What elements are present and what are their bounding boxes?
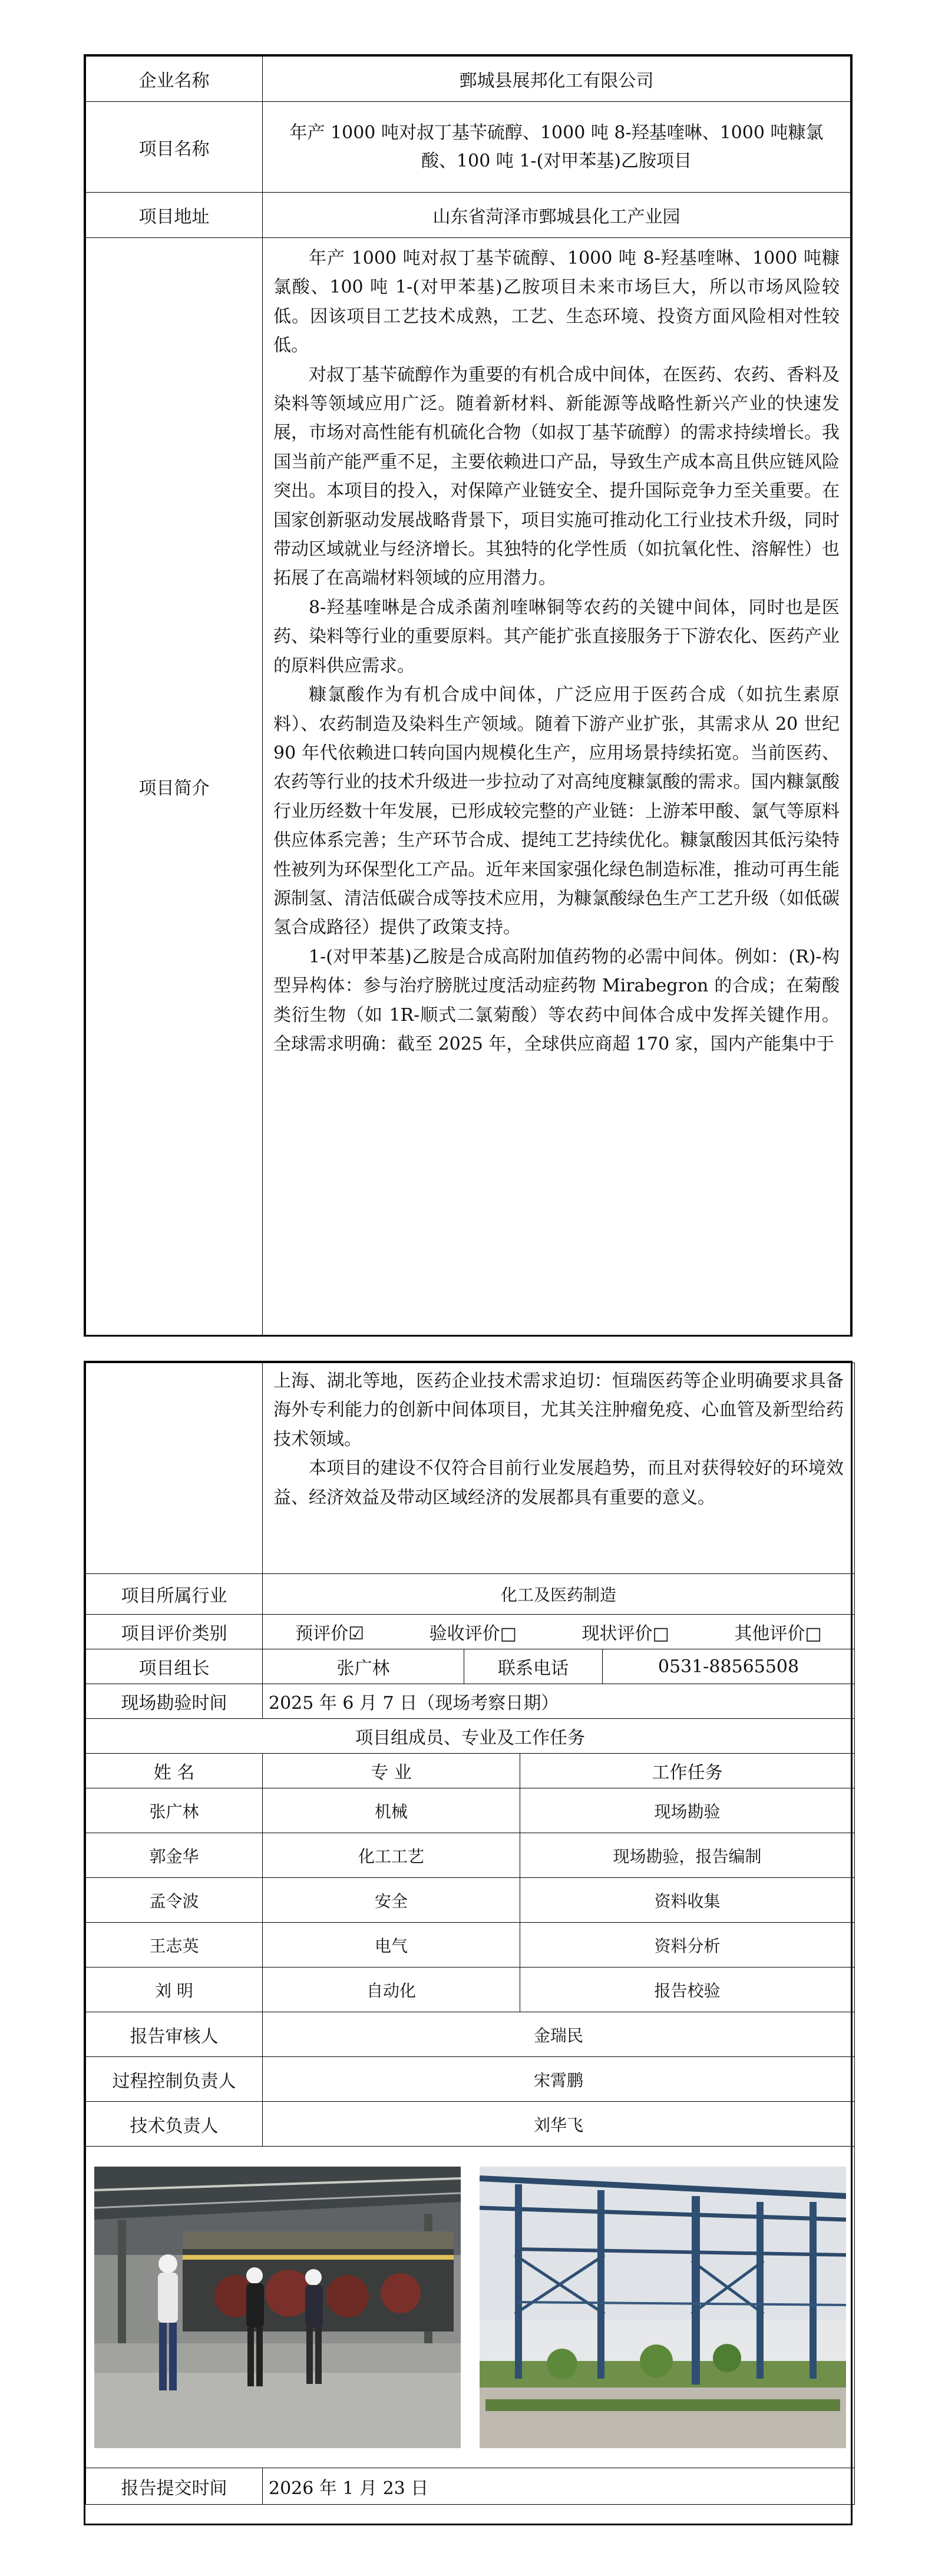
member-major: 化工工艺	[263, 1833, 520, 1878]
member-task: 报告校验	[520, 1967, 855, 2012]
intro-continued-paragraph-2: 本项目的建设不仅符合目前行业发展趋势，而且对获得较好的环境效益、经济效益及带动区域经济的发展都具有重要的意义。	[273, 1458, 844, 1508]
member-row	[86, 1788, 855, 1833]
submit-time-row	[86, 2468, 855, 2505]
eval-option-status: 现状评价□	[582, 1623, 669, 1644]
survey-value: 2025 年 6 月 7 日（现场考察日期）	[263, 1684, 855, 1719]
member-task: 现场勘验	[520, 1788, 855, 1833]
reviewer-value: 金瑞民	[263, 2012, 855, 2057]
members-header-major: 专 业	[263, 1754, 520, 1788]
eval-type-options	[263, 1615, 855, 1649]
member-row	[86, 1833, 855, 1878]
project-name-line-1: 年产 1000 吨对叔丁基苄硫醇、1000 吨 8-羟基喹啉、1000 吨糠氯	[289, 122, 824, 143]
address-row	[86, 193, 851, 238]
eval-option-acceptance: 验收评价□	[429, 1623, 517, 1644]
process-control-value: 宋霄鹏	[263, 2057, 855, 2102]
members-header-task: 工作任务	[520, 1754, 855, 1788]
leader-label: 项目组长	[86, 1649, 263, 1684]
phone-value: 0531-88565508	[603, 1649, 855, 1684]
project-name-value	[263, 102, 851, 193]
eval-type-label: 项目评价类别	[86, 1615, 263, 1649]
process-control-row	[86, 2057, 855, 2102]
project-detail-table	[85, 1363, 855, 2505]
member-name: 孟令波	[86, 1878, 263, 1923]
member-name: 张广林	[86, 1788, 263, 1833]
project-name-line-2: 酸、100 吨 1-(对甲苯基)乙胺项目	[421, 150, 692, 171]
survey-row	[86, 1684, 855, 1719]
report-page-1	[84, 54, 853, 1337]
member-name: 王志英	[86, 1923, 263, 1967]
member-name: 刘 明	[86, 1967, 263, 2012]
reviewer-row	[86, 2012, 855, 2057]
members-header-name: 姓 名	[86, 1754, 263, 1788]
eval-option-other: 其他评价□	[734, 1623, 822, 1644]
intro-paragraph-1: 年产 1000 吨对叔丁基苄硫醇、1000 吨 8-羟基喹啉、1000 吨糠氯酸、100 吨 1-(对甲苯基)乙胺项目未来市场巨大，所以市场风险较低。因该项目工艺技术成熟，工艺、生态环境、投资方面风险相对性较低。	[273, 248, 840, 356]
intro-continued-label	[86, 1363, 263, 1574]
leader-row	[86, 1649, 855, 1684]
workshop-interior-photo	[94, 2167, 461, 2448]
member-row	[86, 1878, 855, 1923]
survey-label: 现场勘验时间	[86, 1684, 263, 1719]
industry-row	[86, 1574, 855, 1615]
intro-paragraph-4: 糠氯酸作为有机合成中间体，广泛应用于医药合成（如抗生素原料）、农药制造及染料生产领域。随着下游产业扩张，其需求从 20 世纪 90 年代依赖进口转向国内规模化生产，应用场景持续拓宽。当前医药、农药等行业的技术升级进一步拉动了对高纯度糠氯酸的需求。国内糠氯酸行业历经数十年发展，已形成较完整的产业链：上游苯甲酸、氯气等原料供应体系完善；生产环节合成、提纯工艺持续优化。糠氯酸因其低污染特性被列为环保型化工产品。近年来国家强化绿色制造标准，推动可再生能源制氢、清洁低碳合成等技术应用，为糠氯酸绿色生产工艺升级（如低碳氢合成路径）提供了政策支持。	[273, 684, 840, 938]
photos-cell	[86, 2147, 855, 2468]
member-major: 电气	[263, 1923, 520, 1967]
member-major: 自动化	[263, 1967, 520, 2012]
member-major: 安全	[263, 1878, 520, 1923]
report-page-2	[84, 1361, 853, 2525]
intro-paragraph-3: 8-羟基喹啉是合成杀菌剂喹啉铜等农药的关键中间体，同时也是医药、染料等行业的重要原料。其产能扩张直接服务于下游农化、医药产业的原料供应需求。	[273, 597, 840, 676]
intro-content	[263, 238, 851, 1335]
intro-continued-paragraph-1: 上海、湖北等地，医药企业技术需求迫切：恒瑞医药等企业明确要求具备海外专利能力的创新中间体项目，尤其关注肿瘤免疫、心血管及新型给药技术领域。	[273, 1371, 844, 1450]
submit-time-label: 报告提交时间	[86, 2468, 263, 2505]
intro-paragraph-5: 1-(对甲苯基)乙胺是合成高附加值药物的必需中间体。例如：(R)-构型异构体：参与治疗膀胱过度活动症药物 Mirabegron 的合成；在菊酸类衍生物（如 1R-顺式二氯菊酸）等农药中间体合成中发挥关键作用。全球需求明确：截至 2025 年，全球供应商超 170 家，国内产能集中于	[273, 946, 840, 1054]
member-name: 郭金华	[86, 1833, 263, 1878]
intro-paragraph-2: 对叔丁基苄硫醇作为重要的有机合成中间体，在医药、农药、香料及染料等领域应用广泛。随着新材料、新能源等战略性新兴产业的快速发展，市场对高性能有机硫化合物（如叔丁基苄硫醇）的需求持续增长。我国当前产能严重不足，主要依赖进口产品，导致生产成本高且供应链风险突出。本项目的投入，对保障产业链安全、提升国际竞争力至关重要。在国家创新驱动发展战略背景下，项目实施可推动化工行业技术升级，同时带动区域就业与经济增长。其独特的化学性质（如抗氧化性、溶解性）也拓展了在高端材料领域的应用潜力。	[273, 364, 840, 589]
intro-row	[86, 238, 851, 1335]
leader-value: 张广林	[263, 1649, 464, 1684]
address-label: 项目地址	[86, 193, 263, 238]
project-name-row	[86, 102, 851, 193]
member-major: 机械	[263, 1788, 520, 1833]
industry-value: 化工及医药制造	[263, 1574, 855, 1615]
photos-row	[86, 2147, 855, 2468]
eval-option-pre: 预评价☑	[295, 1623, 365, 1644]
intro-continued-row	[86, 1363, 855, 1574]
intro-continued-content	[263, 1363, 855, 1574]
company-label: 企业名称	[86, 57, 263, 102]
project-name-label: 项目名称	[86, 102, 263, 193]
member-task: 资料分析	[520, 1923, 855, 1967]
reviewer-label: 报告审核人	[86, 2012, 263, 2057]
industry-label: 项目所属行业	[86, 1574, 263, 1615]
members-header-row	[86, 1754, 855, 1788]
intro-label: 项目简介	[86, 238, 263, 1335]
tech-lead-row	[86, 2102, 855, 2147]
steel-structure-photo	[480, 2167, 846, 2448]
address-value: 山东省菏泽市鄄城县化工产业园	[263, 193, 851, 238]
company-row	[86, 57, 851, 102]
tech-lead-label: 技术负责人	[86, 2102, 263, 2147]
members-title-row	[86, 1719, 855, 1754]
member-row	[86, 1967, 855, 2012]
members-title: 项目组成员、专业及工作任务	[86, 1719, 855, 1754]
process-control-label: 过程控制负责人	[86, 2057, 263, 2102]
submit-time-value: 2026 年 1 月 23 日	[263, 2468, 855, 2505]
phone-label: 联系电话	[464, 1649, 603, 1684]
company-value: 鄄城县展邦化工有限公司	[263, 57, 851, 102]
project-info-table	[85, 56, 851, 1335]
member-row	[86, 1923, 855, 1967]
member-task: 资料收集	[520, 1878, 855, 1923]
eval-type-row	[86, 1615, 855, 1649]
tech-lead-value: 刘华飞	[263, 2102, 855, 2147]
member-task: 现场勘验，报告编制	[520, 1833, 855, 1878]
